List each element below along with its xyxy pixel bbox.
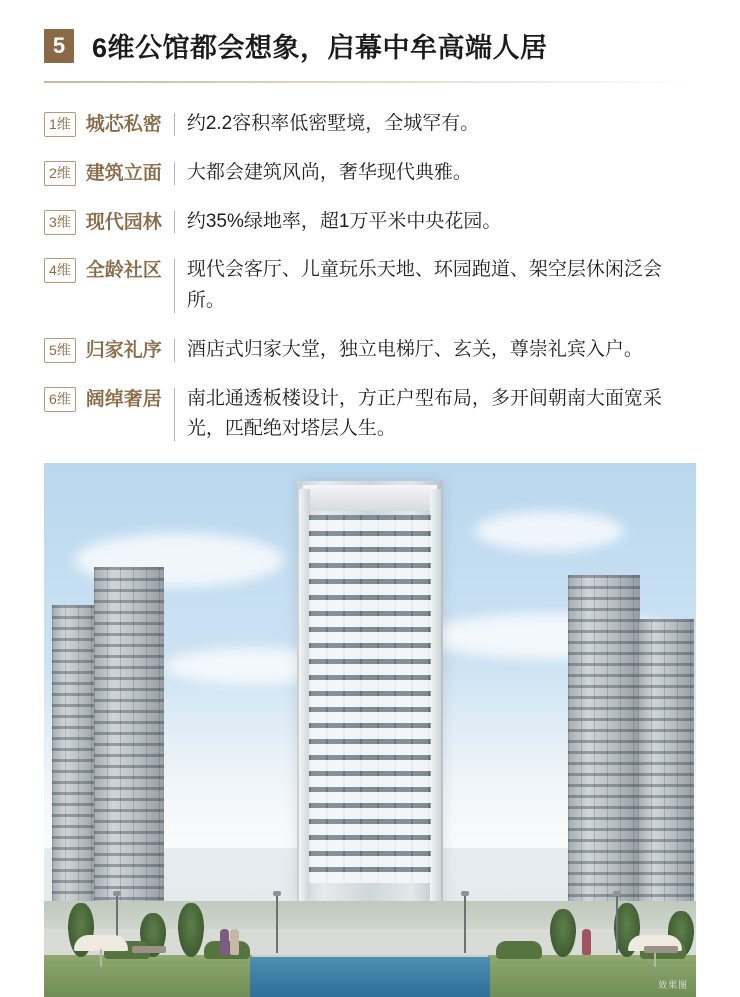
vertical-divider [174,162,175,185]
dimension-label: 城芯私密 [85,114,162,135]
header-divider [44,81,696,83]
list-item [44,384,696,446]
main-tower [297,481,443,911]
person-figure [582,929,591,955]
dimension-tag: 2维 [44,161,76,186]
dimension-text: 南北通透板楼设计，方正户型布局，多开间朝南大面宽采光，匹配绝对塔层人生。 [186,387,662,440]
dimension-tag: 5维 [44,338,76,363]
section-number-badge: 5 [44,29,74,63]
street-lamp [464,895,466,953]
vertical-divider [174,388,175,442]
dimension-label: 全龄社区 [85,260,162,282]
dimension-label: 建筑立面 [85,162,162,184]
side-tower [638,619,694,905]
dimension-text: 大都会建筑风尚，奢华现代典雅。 [186,161,472,183]
list-item [44,207,696,238]
section-header [0,0,740,65]
vertical-divider [174,113,175,136]
dimension-tag: 1维 [44,112,76,137]
patio-umbrella [74,935,128,951]
dimension-list [44,109,696,445]
tower-pillar-right [430,489,441,911]
street-lamp [276,895,278,953]
tower-crown [303,485,437,511]
tree [550,909,576,957]
person-figure [230,929,239,955]
dimension-tag: 6维 [44,387,76,412]
vertical-divider [174,211,175,234]
page-title: 6维公馆都会想象，启幕中牟高端人居 [92,33,548,63]
vertical-divider [174,339,175,362]
person-figure [220,929,229,955]
bench [644,946,678,953]
dimension-label: 阔绰奢居 [85,388,162,410]
building-rendering-image [44,463,696,997]
lawn-left [44,955,252,997]
dimension-tag: 4维 [44,258,76,283]
shrub [496,941,542,959]
list-item [44,109,696,140]
side-tower [568,575,640,905]
list-item [44,255,696,317]
image-caption: 效果图 [657,980,688,991]
dimension-label: 归家礼序 [85,339,162,361]
cloud-shape [474,511,624,551]
dimension-text: 酒店式归家大堂，独立电梯厅、玄关，尊崇礼宾入户。 [186,338,643,360]
water-feature [250,957,490,997]
side-tower [94,567,164,905]
bench [132,946,166,953]
list-item [44,335,696,366]
vertical-divider [174,259,175,313]
side-tower [52,605,98,905]
street-lamp [616,895,618,953]
dimension-label: 现代园林 [85,211,162,233]
dimension-tag: 3维 [44,210,76,235]
tree [178,903,204,957]
dimension-text: 约2.2容积率低密墅境，全城罕有。 [186,113,480,134]
tower-facade-windows [309,515,431,883]
dimension-text: 现代会客厅、儿童玩乐天地、环园跑道、架空层休闲泛会所。 [186,259,662,312]
list-item [44,158,696,189]
dimension-text: 约35%绿地率，超1万平米中央花园。 [186,210,502,232]
